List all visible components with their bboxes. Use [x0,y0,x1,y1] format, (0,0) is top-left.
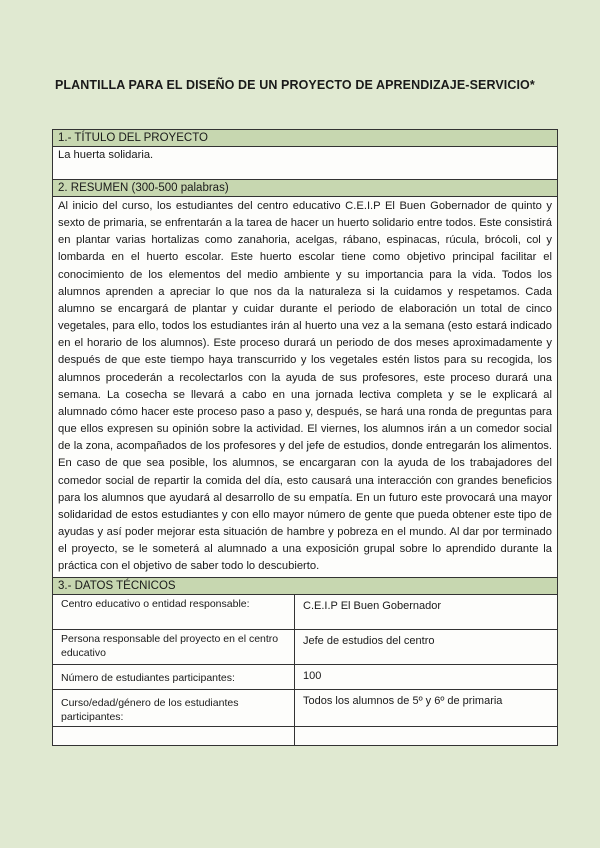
students-profile-label: Curso/edad/género de los estudiantes participantes: [53,690,295,727]
responsible-person-value: Jefe de estudios del centro [295,630,558,665]
responsible-entity-label: Centro educativo o entidad responsable: [53,595,295,630]
student-count-value: 100 [295,665,558,690]
table-row [53,727,557,746]
table-row [53,595,557,630]
section-summary-header: 2. RESUMEN (300-500 palabras) [53,180,557,197]
students-profile-value: Todos los alumnos de 5º y 6º de primaria [295,690,558,727]
project-template-table [52,129,558,746]
technical-data-table [53,595,557,746]
project-summary-text: Al inicio del curso, los estudiantes del centro educativo C.E.I.P El Buen Gobernador de quinto y sexto de primaria, se enfrentarán a la tarea de hacer un huerto solidario entre todos. Este consistirá en plantar varias hortalizas como zanahoria, acelgas, rábano, espinacas, rúcula, brócoli, col y lombarda en el huerto escolar. Este huerto escolar tiene como objetivo principal facilitar el conocimiento de los elementos del medio ambiente y su importancia para la vida. Todos los alumnos aprenden a apreciar lo que nos da la naturaleza si la cuidamos y respetamos. Cada alumno se encargará de plantar y cuidar durante el periodo de elaboración un total de cinco vegetales, para ello, todos los estudiantes irán al huerto una vez a la semana (esto estará indicado en el horario de los alumnos). Este proceso durará un periodo de dos meses aproximadamente y después de que este tiempo haya transcurrido y los vegetales estén listos para su recogida, los alumnos procederán a recolectarlos con la ayuda de sus profesores, este proceso durará una semana. La cosecha se llevará a cabo en una jornada lectiva completa y se le explicará al alumnado cómo hacer este proceso paso a paso y, después, se hará una ronda de preguntas para que ellos expresen su opinión sobre la actividad. El viernes, los alumnos irán a un comedor social de la zona, acompañados de los profesores y del jefe de estudios, donde entregarán los alimentos. En caso de que sea posible, los alumnos, se encargaran con la ayuda de los trabajadores del comedor social de repartir la comida del día, esto causará una interacción con grandes beneficios para los alumnos que ayudará al desarrollo de su empatía. En un futuro este provocará una mayor solidaridad de estos estudiantes y con ello mayor número de gente que pueda obtener este tipo de ayudas y así poder mejorar esta situación de hambre y pobreza en el mundo. Al dar por terminado el proyecto, se le someterá al alumnado a una exposición grupal sobre lo aprendido durante la práctica con el objetivo de saber todo lo descubierto. [53,197,557,578]
table-row [53,690,557,727]
responsible-person-label: Persona responsable del proyecto en el centro educativo [53,630,295,665]
table-row [53,630,557,665]
responsible-entity-value: C.E.I.P El Buen Gobernador [295,595,558,630]
section-technical-header: 3.- DATOS TÉCNICOS [53,578,557,595]
student-count-label: Número de estudiantes participantes: [53,665,295,690]
section-title-header: 1.- TÍTULO DEL PROYECTO [53,130,557,147]
document-title: PLANTILLA PARA EL DISEÑO DE UN PROYECTO DE APRENDIZAJE-SERVICIO* [55,78,535,92]
table-row [53,665,557,690]
project-title-value: La huerta solidaria. [53,147,557,180]
